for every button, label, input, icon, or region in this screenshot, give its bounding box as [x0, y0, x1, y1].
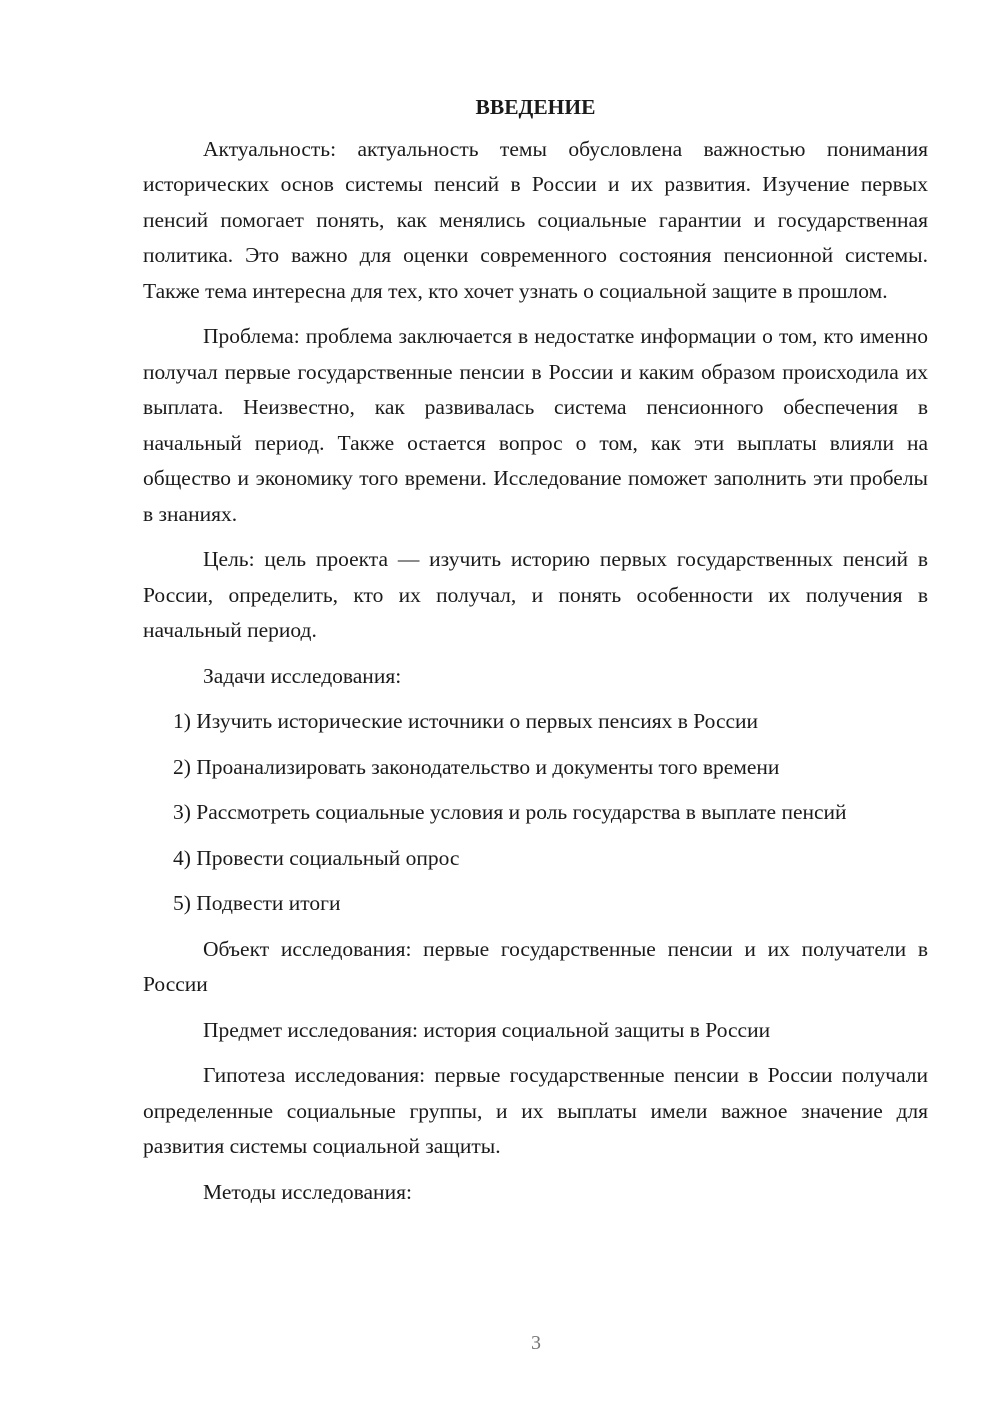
- document-page: [143, 90, 928, 1220]
- task-item-2: 2) Проанализировать законодательство и документы того времени: [173, 754, 780, 779]
- section-title: ВВЕДЕНИЕ: [475, 95, 596, 119]
- paragraph-relevance: Актуальность: актуальность темы обусловлена важностью понимания исторических основ системы пенсий в России и их развития. Изучение первых пенсий помогает понять, как менялись социальные гарантии и государственная политика. Это важно для оценки современного состояния пенсионной системы. Также тема интересна для тех, кто хочет узнать о социальной защите в прошлом.: [143, 136, 928, 303]
- paragraph-object: Объект исследования: первые государственные пенсии и их получатели в России: [143, 936, 928, 996]
- paragraph-subject: Предмет исследования: история социальной защиты в России: [203, 1017, 771, 1042]
- paragraph-problem: Проблема: проблема заключается в недостатке информации о том, кто именно получал первые государственные пенсии в России и каким образом происходила их выплата. Неизвестно, как развивалась система пенсионного обеспечения в начальный период. Также остается вопрос о том, как эти выплаты влияли на общество и экономику того времени. Исследование поможет заполнить эти пробелы в знаниях.: [143, 324, 928, 526]
- task-item-1: 1) Изучить исторические источники о первых пенсиях в России: [173, 709, 759, 733]
- task-item-3: 3) Рассмотреть социальные условия и роль государства в выплате пенсий: [173, 800, 847, 824]
- paragraph-hypothesis: Гипотеза исследования: первые государственные пенсии в России получали определенные социальные группы, и их выплаты имели важное значение для развития системы социальной защиты.: [143, 1063, 928, 1158]
- paragraph-goal: Цель: цель проекта — изучить историю первых государственных пенсий в России, определить, кто их получал, и понять особенности их получения в начальный период.: [143, 547, 928, 642]
- page-number: 3: [531, 1332, 541, 1354]
- task-item-5: 5) Подвести итоги: [173, 891, 341, 915]
- paragraph-methods: Методы исследования:: [203, 1179, 412, 1204]
- paragraph-tasks-heading: Задачи исследования:: [203, 663, 402, 688]
- task-item-4: 4) Провести социальный опрос: [173, 845, 460, 870]
